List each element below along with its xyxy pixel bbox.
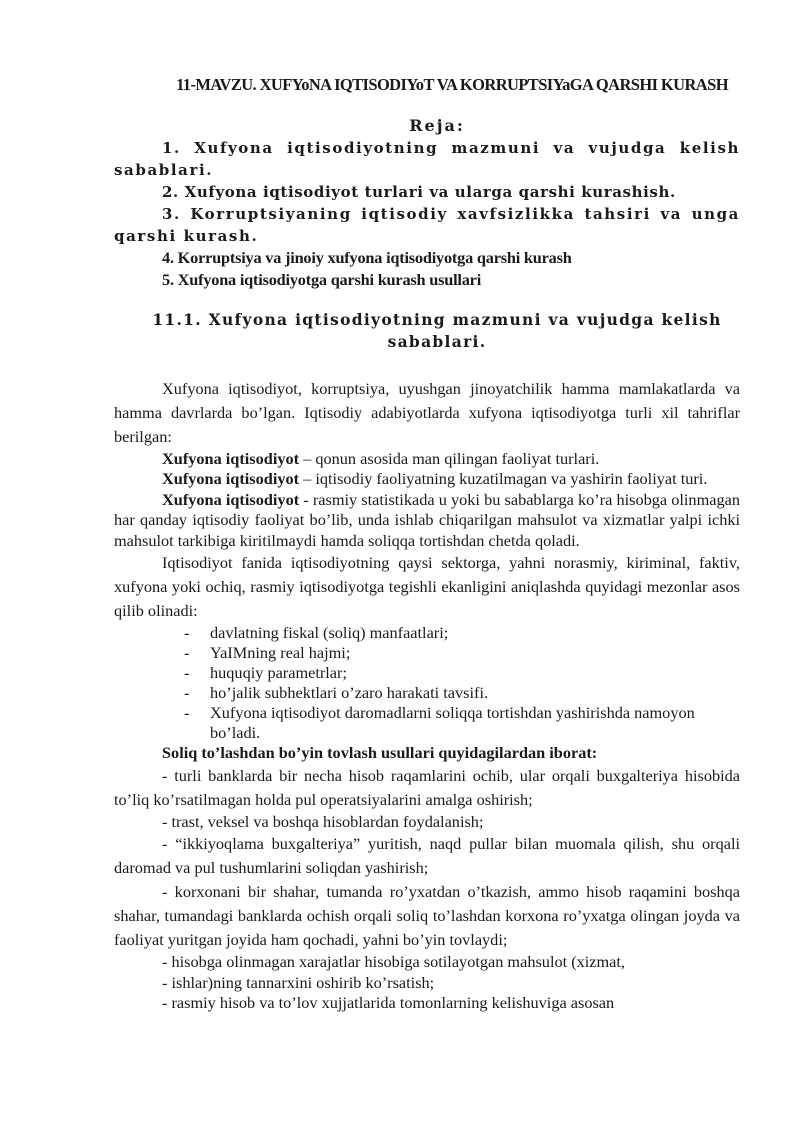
list-item: - Xufyona iqtisodiyot daromadlarni soliqqa tortishdan yashirishda namoyon bo’ladi. bbox=[184, 703, 740, 743]
plan-item-2: 2. Xufyona iqtisodiyot turlari va ularga qarshi kurashish. bbox=[162, 182, 676, 201]
evasion-heading: Soliq to’lashdan bo’yin tovlash usullari quyidagilardan iborat: bbox=[162, 743, 598, 762]
evasion-method: - trast, veksel va boshqa hisoblardan foydalanish; bbox=[162, 811, 484, 831]
definition-3 bbox=[114, 490, 740, 552]
plan-item-1: 1. Xufyona iqtisodiyotning mazmuni va vujudga kelish sabablari. bbox=[114, 138, 740, 179]
section-heading: 11.1. Xufyona iqtisodiyotning mazmuni va vujudga kelish sabablari. bbox=[152, 309, 722, 351]
criteria-intro: Iqtisodiyot fanida iqtisodiyotning qaysi sektorga, yahni norasmiy, kiriminal, faktiv, xufyona yoki ochiq, rasmiy iqtisodiyotga tegishli ekanligini aniqlashda quyidagi mezonlar asos qilib olinadi: bbox=[114, 553, 740, 620]
definition-1 bbox=[114, 449, 740, 470]
list-item: - huquqiy parametrlar; bbox=[184, 663, 740, 683]
list-item: - davlatning fiskal (soliq) manfaatlari; bbox=[184, 623, 740, 643]
plan-item-3: 3. Korruptsiyaning iqtisodiy xavfsizlikka tahsiri va unga qarshi kurash. bbox=[114, 204, 740, 245]
page-title: 11-MAVZU. XUFYoNA IQTISODIYoT VA KORRUPTSIYaGA QARSHI KURASH bbox=[176, 75, 728, 94]
evasion-method: - korxonani bir shahar, tumanda ro’yxatdan o’tkazish, ammo hisob raqamini boshqa shahar, tumandagi banklarda ochish orqali soliq to’lashdan korxona ro’yxatga olingan joyda va faoliyat yuritgan joyida ham qochadi, yahni bo’yin tovlaydi; bbox=[114, 882, 740, 949]
evasion-method: - hisobga olinmagan xarajatlar hisobiga sotilayotgan mahsulot (xizmat, bbox=[162, 952, 625, 971]
evasion-method: - ishlar)ning tannarxini oshirib ko’rsatish; bbox=[162, 972, 435, 992]
list-item: - ho’jalik subhektlari o’zaro harakati tavsifi. bbox=[184, 683, 740, 703]
definition-term: Xufyona iqtisodiyot bbox=[162, 489, 300, 509]
definition-text: – qonun asosida man qilingan faoliyat turlari. bbox=[299, 448, 600, 468]
evasion-method: - turli banklarda bir necha hisob raqamlarini ochib, ular orqali buxgalteriya hisobida to’liq ko’rsatilmagan holda pul operatsiyalarini amalga oshirish; bbox=[114, 765, 740, 809]
definition-2 bbox=[114, 469, 740, 490]
definition-term: Xufyona iqtisodiyot bbox=[162, 469, 300, 488]
definition-term: Xufyona iqtisodiyot bbox=[162, 448, 300, 468]
criteria-list bbox=[114, 623, 740, 743]
definition-text: - rasmiy statistikada u yoki bu sabablarga ko’ra hisobga olinmagan har qanday iqtisodiy faoliyat bo’lib, unda ishlab chiqarilgan mahsulot va xizmatlar yalpi ichki mahsulot tarkibiga kiritilmaydi hamda soliqqa tortishdan chetda qoladi. bbox=[114, 489, 740, 550]
plan-item-5: 5. Xufyona iqtisodiyotga qarshi kurash usullari bbox=[162, 269, 482, 289]
definition-text: – iqtisodiy faoliyatning kuzatilmagan va yashirin faoliyat turi. bbox=[299, 469, 708, 488]
plan-heading: Reja: bbox=[409, 116, 465, 135]
list-item: - YaIMning real hajmi; bbox=[184, 643, 740, 663]
intro-paragraph: Xufyona iqtisodiyot, korruptsiya, uyushgan jinoyatchilik hamma mamlakatlarda va hamma davrlarda bo’lgan. Iqtisodiy adabiyotlarda xufyona iqtisodiyotga turli xil tahriflar berilgan: bbox=[114, 378, 740, 446]
evasion-method: - “ikkiyoqlama buxgalteriya” yuritish, naqd pullar bilan muomala qilish, shu orqali daromad va pul tushumlarini soliqdan yashirish; bbox=[114, 834, 740, 877]
plan-item-4: 4. Korruptsiya va jinoiy xufyona iqtisodiyotga qarshi kurash bbox=[162, 247, 572, 267]
evasion-method: - rasmiy hisob va to’lov xujjatlarida tomonlarning kelishuviga asosan bbox=[162, 993, 615, 1012]
